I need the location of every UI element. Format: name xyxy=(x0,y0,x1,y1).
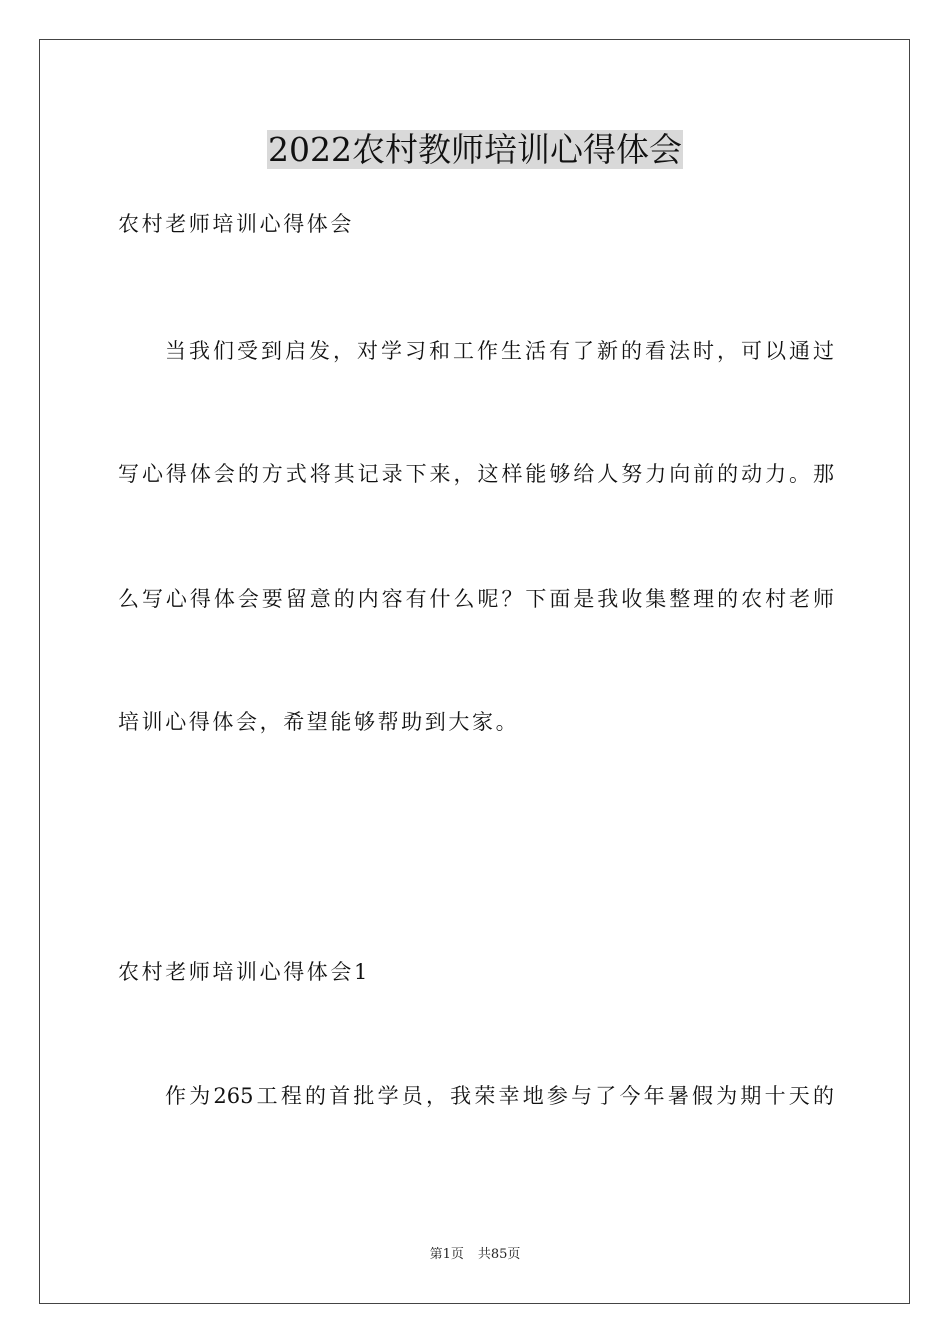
intro-line-1: 当我们受到启发，对学习和工作生活有了新的看法时，可以通过 xyxy=(165,339,834,363)
section-heading: 农村老师培训心得体会1 xyxy=(118,960,370,984)
intro-line-2: 写心得体会的方式将其记录下来，这样能够给人努力向前的动力。那 xyxy=(118,462,834,486)
section-line-1: 作为265工程的首批学员，我荣幸地参与了今年暑假为期十天的 xyxy=(165,1084,834,1108)
intro-line-4: 培训心得体会，希望能够帮助到大家。 xyxy=(118,710,520,734)
page-total: 共85页 xyxy=(477,1247,521,1262)
page-footer xyxy=(0,1246,950,1264)
intro-line-3: 么写心得体会要留意的内容有什么呢？下面是我收集整理的农村老师 xyxy=(118,587,834,611)
page-number: 第1页 xyxy=(429,1247,464,1262)
document-title xyxy=(0,128,950,172)
document-subtitle: 农村老师培训心得体会 xyxy=(118,212,354,236)
document-title-text: 2022农村教师培训心得体会 xyxy=(268,130,682,169)
